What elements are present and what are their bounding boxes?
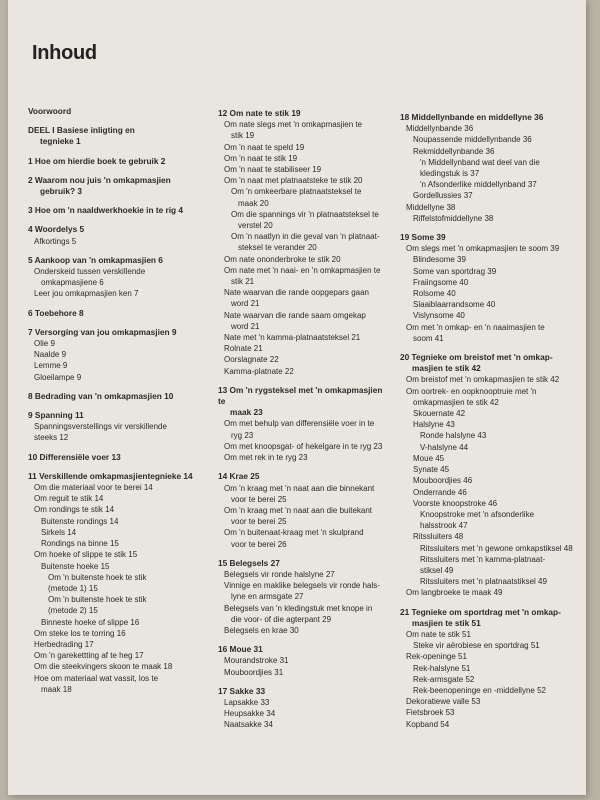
toc-sub-entry: verstel 20: [238, 221, 273, 231]
toc-sub-entry: Binneste hoeke of slippe 16: [41, 617, 140, 627]
toc-gap: [400, 599, 580, 607]
toc-sub-entry: die voor- of die agterpant 29: [231, 614, 332, 624]
toc-gap: [28, 463, 208, 471]
toc-sub-entry: Vinnige en maklike belegsels vir ronde hals-: [224, 581, 380, 591]
toc-sub-entry: Om nate met 'n naai- en 'n omkapmasjien te: [224, 265, 381, 275]
toc-sub-entry: Skouernate 42: [413, 409, 466, 419]
toc-sub-entry: Om breistof met 'n omkapmasjien te stik 42: [406, 375, 560, 385]
toc-chapter-entry: Voorwoord: [28, 106, 72, 116]
toc-sub-entry: Ronde halslyne 43: [420, 431, 487, 441]
toc-sub-entry: voor te berei 25: [231, 517, 287, 527]
toc-sub-entry: Om 'n buitenste hoek te stik: [48, 595, 147, 605]
toc-gap: [28, 167, 208, 175]
toc-chapter-entry: 20 Tegnieke om breistof met 'n omkap-: [400, 352, 553, 363]
toc-sub-entry: stik 19: [231, 131, 255, 141]
toc-sub-entry: Gordellussies 37: [413, 191, 473, 201]
toc-sub-entry: Onderrande 46: [413, 487, 467, 497]
toc-sub-entry: Belegsels vir ronde halslyne 27: [224, 569, 335, 579]
toc-sub-entry: kledingstuk is 37: [420, 169, 480, 179]
toc-sub-entry: voor te berei 26: [231, 539, 287, 549]
toc-sub-entry: word 21: [231, 321, 260, 331]
toc-chapter-entry: masjien te stik 51: [412, 617, 481, 628]
toc-gap: [28, 444, 208, 452]
toc-sub-entry: Om reguit te stik 14: [34, 494, 104, 504]
toc-gap: [28, 402, 208, 410]
toc-sub-entry: Knoopstroke met 'n afsonderlike: [420, 509, 535, 519]
toc-sub-entry: Om met rek in te ryg 23: [224, 453, 308, 463]
toc-gap: [28, 148, 208, 156]
toc-chapter-entry: 9 Spanning 11: [28, 410, 84, 421]
toc-chapter-entry: DEEL I Basiese inligting en: [28, 125, 135, 136]
toc-chapter-entry: 15 Belegsels 27: [218, 557, 280, 568]
toc-chapter-entry: masjien te stik 42: [412, 363, 481, 374]
toc-sub-entry: Lapsakke 33: [224, 697, 270, 707]
toc-sub-entry: Rolsome 40: [413, 289, 456, 299]
toc-sub-entry: Kamma-platnate 22: [224, 366, 294, 376]
toc-chapter-entry: 5 Aankoop van 'n omkapmasjien 6: [28, 254, 163, 265]
toc-gap: [400, 224, 580, 232]
toc-chapter-entry: 16 Moue 31: [218, 644, 263, 655]
toc-sub-entry: Om die steekvingers skoon te maak 18: [34, 662, 173, 672]
toc-sub-entry: Om 'n buitenaat-kraag met 'n skulprand: [224, 528, 364, 538]
toc-sub-entry: Fraiingsome 40: [413, 277, 469, 287]
toc-sub-entry: Riffelstofmiddellyne 38: [413, 213, 494, 223]
toc-sub-entry: Belegsels en krae 30: [224, 625, 299, 635]
toc-sub-entry: soom 41: [413, 333, 444, 343]
toc-sub-entry: steksel te verander 20: [238, 243, 317, 253]
toc-sub-entry: Ritssluiters met 'n gewone omkapstiksel 48: [420, 543, 573, 553]
toc-sub-entry: Leer jou omkapmasjien ken 7: [34, 289, 139, 299]
toc-sub-entry: Om 'n garekettting af te heg 17: [34, 651, 144, 661]
toc-sub-entry: Om oortrek- en oopknooptruie met 'n: [406, 386, 537, 396]
toc-sub-entry: ryg 23: [231, 430, 254, 440]
toc-chapter-entry: 11 Verskillende omkapmasjientegnieke 14: [28, 470, 193, 481]
toc-sub-entry: Dekoratiewe valle 53: [406, 697, 481, 707]
toc-gap: [28, 117, 208, 125]
toc-sub-entry: Mourandstroke 31: [224, 656, 289, 666]
toc-gap: [28, 216, 208, 224]
toc-sub-entry: Hoe om materiaal wat vassit, los te: [34, 673, 159, 683]
toc-sub-entry: Gloeilampe 9: [34, 372, 82, 382]
toc-chapter-entry: 4 Woordelys 5: [28, 224, 85, 235]
toc-sub-entry: (metode 2) 15: [48, 606, 98, 616]
toc-sub-entry: Steke vir aërobiese en sportdrag 51: [413, 641, 540, 651]
toc-sub-entry: 'n Middellynband wat deel van die: [420, 157, 540, 167]
toc-sub-entry: Buitenste rondings 14: [41, 516, 119, 526]
toc-sub-entry: Afkortings 5: [34, 236, 77, 246]
toc-sub-entry: Mouboordjies 31: [224, 667, 284, 677]
toc-column-2: [218, 108, 388, 731]
toc-sub-entry: Rek-halslyne 51: [413, 663, 471, 673]
toc-gap: [218, 678, 388, 686]
toc-sub-entry: Om nate slegs met 'n omkapmasjien te: [224, 120, 363, 130]
toc-sub-entry: Blindesome 39: [413, 255, 466, 265]
toc-sub-entry: maak 18: [41, 684, 72, 694]
toc-sub-entry: Middellynbande 36: [406, 124, 474, 134]
toc-sub-entry: Halslyne 43: [413, 420, 455, 430]
toc-sub-entry: Vislynsome 40: [413, 311, 465, 321]
toc-sub-entry: Oorslagnate 22: [224, 355, 279, 365]
toc-sub-entry: Om hoeke of slippe te stik 15: [34, 550, 138, 560]
toc-sub-entry: Om 'n buitenste hoek te stik: [48, 572, 147, 582]
toc-sub-entry: Om nate ononderbroke te stik 20: [224, 254, 341, 264]
toc-chapter-entry: 2 Waarom nou juis 'n omkapmasjien: [28, 174, 171, 185]
toc-chapter-entry: 8 Bedrading van 'n omkapmasjien 10: [28, 390, 174, 401]
toc-gap: [218, 463, 388, 471]
toc-sub-entry: Rek-openinge 51: [406, 652, 467, 662]
toc-sub-entry: Om 'n naat met platnaatsteke te stik 20: [224, 176, 363, 186]
toc-sub-entry: Kopband 54: [406, 719, 450, 729]
toc-sub-entry: Om 'n omkeerbare platnaatsteksel te: [231, 187, 362, 197]
toc-sub-entry: stiksel 49: [420, 565, 454, 575]
toc-sub-entry: word 21: [231, 299, 260, 309]
toc-sub-entry: Rolnate 21: [224, 344, 263, 354]
toc-chapter-entry: 10 Differensiële voer 13: [28, 451, 121, 462]
toc-sub-entry: Rondings na binne 15: [41, 539, 119, 549]
toc-gap: [28, 247, 208, 255]
toc-column-1: [28, 106, 208, 695]
toc-sub-entry: omkapmasjien te stik 42: [413, 397, 499, 407]
toc-sub-entry: Om langbroeke te maak 49: [406, 588, 503, 598]
toc-chapter-entry: 21 Tegnieke om sportdrag met 'n omkap-: [400, 606, 561, 617]
toc-gap: [28, 383, 208, 391]
toc-sub-entry: Heupsakke 34: [224, 709, 276, 719]
toc-sub-entry: Om die materiaal voor te berei 14: [34, 483, 153, 493]
toc-sub-entry: Olie 9: [34, 339, 55, 349]
toc-sub-entry: Onderskeid tussen verskillende: [34, 267, 146, 277]
toc-sub-entry: lyne en armsgate 27: [231, 592, 304, 602]
toc-chapter-entry: 13 Om 'n rygsteksel met 'n omkapmasjien te: [218, 384, 383, 407]
toc-sub-entry: Om met behulp van differensiële voer in te: [224, 419, 375, 429]
toc-sub-entry: maak 20: [238, 198, 269, 208]
toc-sub-entry: Herbedrading 17: [34, 639, 94, 649]
page-title: Inhoud: [32, 42, 97, 64]
toc-chapter-entry: tegnieke 1: [40, 136, 81, 147]
toc-chapter-entry: 14 Krae 25: [218, 471, 260, 482]
toc-gap: [218, 636, 388, 644]
toc-sub-entry: Some van sportdrag 39: [413, 266, 497, 276]
toc-sub-entry: Belegsels van 'n kledingstuk met knope in: [224, 603, 373, 613]
toc-gap: [28, 197, 208, 205]
toc-sub-entry: Om 'n naat te speld 19: [224, 142, 305, 152]
toc-sub-entry: voor te berei 25: [231, 494, 287, 504]
toc-sub-entry: Om nate te stik 51: [406, 629, 471, 639]
toc-column-3: [400, 112, 580, 730]
book-page: [8, 0, 586, 795]
toc-chapter-entry: 3 Hoe om 'n naaldwerkhoekie in te rig 4: [28, 205, 184, 216]
toc-sub-entry: Naalde 9: [34, 350, 67, 360]
toc-sub-entry: Nate met 'n kamma-platnaatsteksel 21: [224, 333, 361, 343]
toc-gap: [28, 300, 208, 308]
toc-sub-entry: Om slegs met 'n omkapmasjien te soom 39: [406, 244, 560, 254]
toc-sub-entry: Om 'n naat te stabiliseer 19: [224, 165, 322, 175]
toc-chapter-entry: 7 Versorging van jou omkapmasjien 9: [28, 326, 177, 337]
toc-chapter-entry: 18 Middellynbande en middellyne 36: [400, 112, 544, 122]
toc-sub-entry: stik 21: [231, 277, 255, 287]
toc-gap: [28, 319, 208, 327]
toc-sub-entry: Voorste knoopstroke 46: [413, 498, 498, 508]
toc-sub-entry: Middellyne 38: [406, 202, 456, 212]
toc-sub-entry: Ritssluiters met 'n kamma-platnaat-: [420, 554, 546, 564]
toc-sub-entry: omkapmasjiene 6: [41, 278, 104, 288]
toc-chapter-entry: 6 Toebehore 8: [28, 307, 84, 318]
toc-chapter-entry: 12 Om nate te stik 19: [218, 108, 301, 118]
toc-sub-entry: Om rondings te stik 14: [34, 505, 115, 515]
toc-sub-entry: Ritssluiters 48: [413, 532, 464, 542]
toc-chapter-entry: gebruik? 3: [40, 186, 82, 197]
toc-sub-entry: Rek-beenopeninge en -middellyne 52: [413, 685, 546, 695]
toc-sub-entry: Rek-armsgate 52: [413, 674, 475, 684]
toc-sub-entry: Om 'n naatlyn in die geval van 'n platnaat-: [231, 232, 380, 242]
toc-sub-entry: halsstrook 47: [420, 521, 468, 531]
toc-sub-entry: Sirkels 14: [41, 527, 77, 537]
toc-sub-entry: Ritssluiters met 'n platnaatstiksel 49: [420, 577, 547, 587]
toc-sub-entry: Om met 'n omkap- en 'n naaimasjien te: [406, 322, 545, 332]
toc-sub-entry: Noupassende middellynbande 36: [413, 135, 532, 145]
toc-sub-entry: V-halslyne 44: [420, 442, 469, 452]
toc-sub-entry: (metode 1) 15: [48, 583, 98, 593]
toc-sub-entry: Buitenste hoeke 15: [41, 561, 110, 571]
toc-sub-entry: Om 'n naat te stik 19: [224, 153, 298, 163]
toc-sub-entry: Synate 45: [413, 465, 450, 475]
toc-chapter-entry: 1 Hoe om hierdie boek te gebruik 2: [28, 155, 166, 166]
toc-sub-entry: Om 'n kraag met 'n naat aan die buitekant: [224, 505, 373, 515]
toc-sub-entry: 'n Afsonderlike middellynband 37: [420, 180, 537, 190]
toc-chapter-entry: 19 Some 39: [400, 232, 446, 243]
toc-chapter-entry: maak 23: [230, 407, 263, 418]
toc-sub-entry: Moue 45: [413, 453, 445, 463]
toc-sub-entry: Slaaiblaarrandsome 40: [413, 300, 496, 310]
toc-sub-entry: steeks 12: [34, 433, 69, 443]
toc-sub-entry: Om met knoopsgat- of hekelgare in te ryg 23: [224, 441, 383, 451]
toc-sub-entry: Lemme 9: [34, 361, 68, 371]
toc-sub-entry: Naatsakke 34: [224, 720, 273, 730]
toc-gap: [218, 550, 388, 558]
toc-gap: [400, 344, 580, 352]
toc-chapter-entry: 17 Sakke 33: [218, 685, 266, 696]
toc-sub-entry: Nate waarvan die rande oopgepars gaan: [224, 288, 369, 298]
toc-sub-entry: Om 'n kraag met 'n naat aan die binnekant: [224, 483, 375, 493]
toc-gap: [218, 377, 388, 385]
toc-sub-entry: Om steke los te torring 16: [34, 628, 126, 638]
toc-sub-entry: Spanningsverstellings vir verskillende: [34, 422, 167, 432]
toc-sub-entry: Fietsbroek 53: [406, 708, 455, 718]
toc-sub-entry: Nate waarvan die rande saam omgekap: [224, 310, 366, 320]
toc-sub-entry: Rekmiddellynbande 36: [413, 146, 495, 156]
toc-sub-entry: Mouboordjies 46: [413, 476, 473, 486]
toc-sub-entry: Om die spannings vir 'n platnaatsteksel te: [231, 209, 379, 219]
